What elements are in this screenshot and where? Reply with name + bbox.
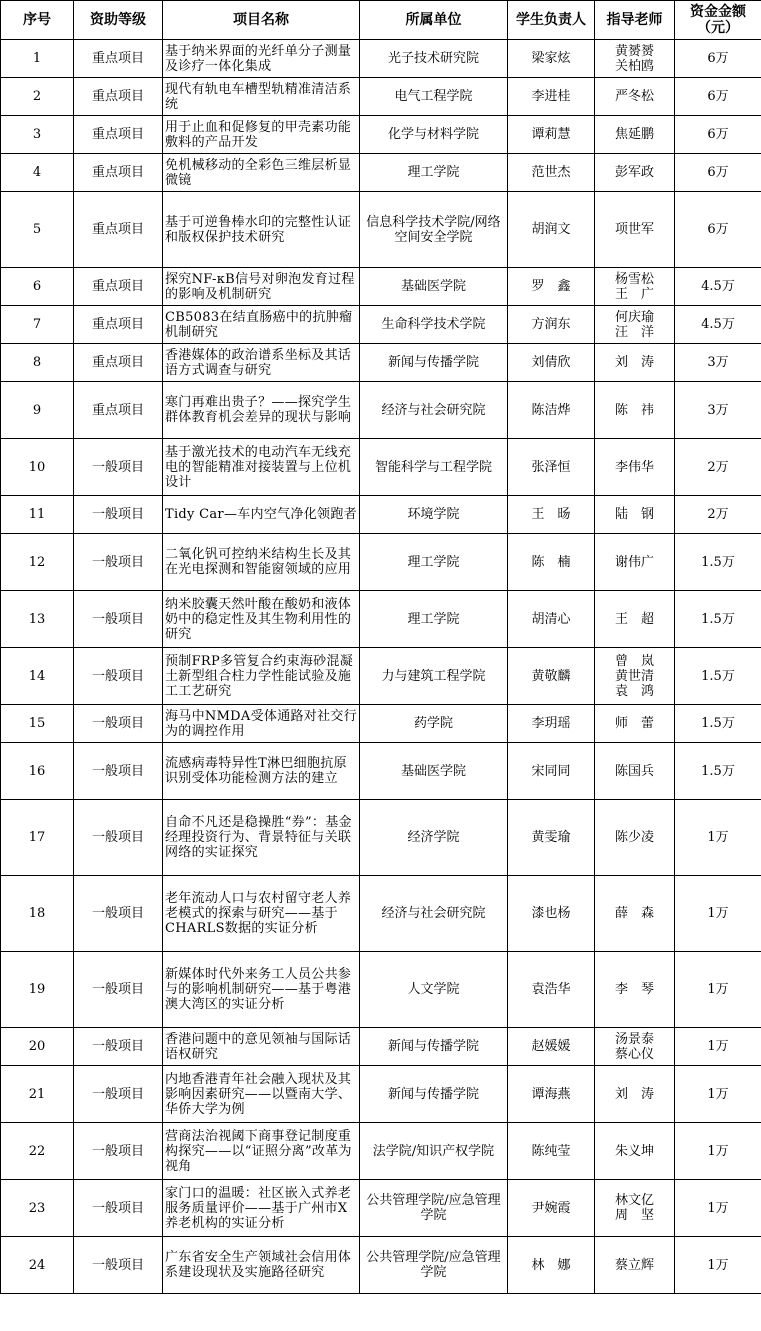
header-no: 序号 (1, 1, 74, 40)
funding-amount: 6万 (675, 192, 761, 268)
funding-amount: 6万 (675, 154, 761, 192)
advisor (595, 116, 675, 154)
table-row (1, 439, 761, 496)
table-row (1, 116, 761, 154)
table-row (1, 40, 761, 78)
advisor (595, 1028, 675, 1066)
project-name: 现代有轨电车槽型轨精准清洁系统 (163, 78, 360, 116)
advisor-name: 谢伟广 (614, 554, 654, 570)
funding-amount: 6万 (675, 78, 761, 116)
header-name: 项目名称 (163, 1, 360, 40)
funding-level: 一般项目 (74, 705, 163, 743)
project-name: 家门口的温暖：社区嵌入式养老服务质量评价——基于广州市X养老机构的实证分析 (163, 1180, 360, 1237)
header-row (1, 1, 761, 40)
advisor (595, 876, 675, 952)
row-number: 19 (1, 952, 74, 1028)
header-amount: 资金金额（元） (675, 1, 761, 40)
funding-level: 一般项目 (74, 1066, 163, 1123)
table-row (1, 154, 761, 192)
advisor-name: 李 琴 (614, 982, 654, 997)
advisor (595, 192, 675, 268)
advisor-name: 黄世清 (614, 668, 654, 684)
funding-amount: 1.5万 (675, 591, 761, 648)
row-number: 13 (1, 591, 74, 648)
advisor-name: 袁 鸿 (614, 683, 654, 699)
advisor (595, 591, 675, 648)
advisor-name: 刘 涛 (614, 1086, 654, 1102)
row-number: 24 (1, 1237, 74, 1294)
department: 理工学院 (360, 154, 508, 192)
student-lead: 刘倩欣 (508, 344, 595, 382)
department: 智能科学与工程学院 (360, 439, 508, 496)
advisor-name: 李伟华 (614, 459, 654, 475)
row-number: 12 (1, 534, 74, 591)
department: 人文学院 (360, 952, 508, 1028)
funding-amount: 1万 (675, 952, 761, 1028)
advisor (595, 268, 675, 306)
row-number: 10 (1, 439, 74, 496)
project-name: 香港媒体的政治谱系坐标及其话语方式调查与研究 (163, 344, 360, 382)
advisor (595, 1066, 675, 1123)
department: 理工学院 (360, 591, 508, 648)
department: 电气工程学院 (360, 78, 508, 116)
table-row (1, 1123, 761, 1180)
row-number: 5 (1, 192, 74, 268)
student-lead: 黄雯瑜 (508, 800, 595, 876)
table-row (1, 876, 761, 952)
funding-level: 一般项目 (74, 1123, 163, 1180)
advisor (595, 344, 675, 382)
advisor-name: 薛 森 (614, 906, 654, 921)
student-lead: 陈纯莹 (508, 1123, 595, 1180)
funding-amount: 1.5万 (675, 705, 761, 743)
project-name: 预制FRP多管复合约束海砂混凝土新型组合柱力学性能试验及施工工艺研究 (163, 648, 360, 705)
student-lead: 王 旸 (508, 496, 595, 534)
funding-level: 一般项目 (74, 952, 163, 1028)
project-name: 基于纳米界面的光纤单分子测量及诊疗一体化集成 (163, 40, 360, 78)
department: 药学院 (360, 705, 508, 743)
project-name: 免机械移动的全彩色三维层析显微镜 (163, 154, 360, 192)
project-name: 探究NF-κB信号对卵泡发育过程的影响及机制研究 (163, 268, 360, 306)
student-lead: 袁浩华 (508, 952, 595, 1028)
student-lead: 李玥瑶 (508, 705, 595, 743)
funding-level: 重点项目 (74, 78, 163, 116)
department: 公共管理学院/应急管理学院 (360, 1237, 508, 1294)
student-lead: 胡清心 (508, 591, 595, 648)
advisor (595, 952, 675, 1028)
funding-amount: 1.5万 (675, 743, 761, 800)
student-lead: 黄敬麟 (508, 648, 595, 705)
row-number: 17 (1, 800, 74, 876)
row-number: 14 (1, 648, 74, 705)
header-student: 学生负责人 (508, 1, 595, 40)
funding-amount: 6万 (675, 40, 761, 78)
student-lead: 尹婉霞 (508, 1180, 595, 1237)
department: 经济与社会研究院 (360, 382, 508, 439)
table-row (1, 705, 761, 743)
funding-level: 重点项目 (74, 40, 163, 78)
advisor (595, 40, 675, 78)
advisor-name: 项世军 (614, 222, 654, 237)
funding-amount: 3万 (675, 382, 761, 439)
department: 力与建筑工程学院 (360, 648, 508, 705)
funding-amount: 1万 (675, 1066, 761, 1123)
funding-level: 一般项目 (74, 1237, 163, 1294)
advisor-name: 曾 岚 (614, 653, 654, 669)
table-row (1, 743, 761, 800)
advisor-name: 蔡立辉 (614, 1257, 654, 1273)
funding-amount: 3万 (675, 344, 761, 382)
student-lead: 李进桂 (508, 78, 595, 116)
project-name: 新媒体时代外来务工人员公共参与的影响机制研究——基于粤港澳大湾区的实证分析 (163, 952, 360, 1028)
project-name: 基于激光技术的电动汽车无线充电的智能精准对接装置与上位机设计 (163, 439, 360, 496)
table-row (1, 952, 761, 1028)
advisor-name: 王 超 (614, 611, 654, 627)
department: 经济学院 (360, 800, 508, 876)
table-row (1, 306, 761, 344)
funding-level: 重点项目 (74, 306, 163, 344)
advisor-name: 陈少凌 (614, 830, 654, 845)
row-number: 16 (1, 743, 74, 800)
student-lead: 谭海燕 (508, 1066, 595, 1123)
advisor (595, 439, 675, 496)
project-name: 海马中NMDA受体通路对社交行为的调控作用 (163, 705, 360, 743)
row-number: 2 (1, 78, 74, 116)
row-number: 4 (1, 154, 74, 192)
table-row (1, 534, 761, 591)
advisor-name: 汤景泰 (614, 1031, 654, 1047)
advisor (595, 1237, 675, 1294)
department: 新闻与传播学院 (360, 1066, 508, 1123)
advisor-name: 王 广 (614, 286, 654, 302)
table-row (1, 192, 761, 268)
funding-level: 重点项目 (74, 154, 163, 192)
funding-amount: 1万 (675, 1237, 761, 1294)
table-row (1, 1028, 761, 1066)
student-lead: 张泽恒 (508, 439, 595, 496)
funding-amount: 1万 (675, 1180, 761, 1237)
funding-level: 重点项目 (74, 116, 163, 154)
header-level: 资助等级 (74, 1, 163, 40)
table-row (1, 1237, 761, 1294)
funding-amount: 1.5万 (675, 534, 761, 591)
table-row (1, 344, 761, 382)
header-unit: 所属单位 (360, 1, 508, 40)
table-row (1, 800, 761, 876)
row-number: 11 (1, 496, 74, 534)
row-number: 23 (1, 1180, 74, 1237)
funding-level: 重点项目 (74, 268, 163, 306)
student-lead: 赵媛媛 (508, 1028, 595, 1066)
funding-level: 一般项目 (74, 648, 163, 705)
funding-amount: 1万 (675, 1028, 761, 1066)
table-row (1, 496, 761, 534)
project-name: CB5083在结直肠癌中的抗肿瘤机制研究 (163, 306, 360, 344)
advisor-name: 汪 洋 (614, 324, 654, 340)
advisor (595, 382, 675, 439)
project-name: 流感病毒特异性T淋巴细胞抗原识别受体功能检测方法的建立 (163, 743, 360, 800)
advisor-name: 师 蕾 (614, 716, 654, 731)
department: 经济与社会研究院 (360, 876, 508, 952)
advisor (595, 705, 675, 743)
advisor-name: 何庆瑜 (614, 309, 654, 325)
project-name: Tidy Car—车内空气净化领跑者 (163, 496, 360, 534)
advisor-name: 杨雪松 (614, 271, 654, 287)
department: 信息科学技术学院/网络空间安全学院 (360, 192, 508, 268)
header-advisor: 指导老师 (595, 1, 675, 40)
advisor-name: 朱义坤 (614, 1143, 654, 1159)
student-lead: 林 娜 (508, 1237, 595, 1294)
funding-amount: 1.5万 (675, 648, 761, 705)
table-row (1, 268, 761, 306)
advisor-name: 陆 钢 (614, 507, 654, 522)
department: 光子技术研究院 (360, 40, 508, 78)
funding-amount: 6万 (675, 116, 761, 154)
advisor-name: 陈 祎 (614, 402, 654, 418)
student-lead: 胡润文 (508, 192, 595, 268)
row-number: 9 (1, 382, 74, 439)
row-number: 8 (1, 344, 74, 382)
funding-level: 重点项目 (74, 382, 163, 439)
advisor-name: 彭军政 (614, 165, 654, 180)
student-lead: 陈 楠 (508, 534, 595, 591)
advisor-name: 黄赟赟 (614, 43, 654, 59)
student-lead: 方润东 (508, 306, 595, 344)
advisor-name: 关柏鸥 (614, 58, 654, 74)
project-name: 纳米胶囊天然叶酸在酸奶和液体奶中的稳定性及其生物利用性的研究 (163, 591, 360, 648)
advisor-name: 焦延鹏 (614, 127, 654, 142)
advisor (595, 648, 675, 705)
project-name: 寒门再难出贵子？——探究学生群体教育机会差异的现状与影响 (163, 382, 360, 439)
project-name: 用于止血和促修复的甲壳素功能敷料的产品开发 (163, 116, 360, 154)
advisor (595, 1123, 675, 1180)
student-lead: 漆也杨 (508, 876, 595, 952)
row-number: 20 (1, 1028, 74, 1066)
row-number: 6 (1, 268, 74, 306)
funding-level: 一般项目 (74, 534, 163, 591)
funding-level: 重点项目 (74, 344, 163, 382)
row-number: 7 (1, 306, 74, 344)
project-name: 内地香港青年社会融入现状及其影响因素研究——以暨南大学、华侨大学为例 (163, 1066, 360, 1123)
funding-amount: 1万 (675, 1123, 761, 1180)
advisor-name: 周 坚 (614, 1208, 654, 1223)
funding-level: 一般项目 (74, 743, 163, 800)
funding-level: 一般项目 (74, 876, 163, 952)
row-number: 3 (1, 116, 74, 154)
advisor (595, 78, 675, 116)
table-row (1, 382, 761, 439)
row-number: 21 (1, 1066, 74, 1123)
row-number: 22 (1, 1123, 74, 1180)
table-row (1, 1180, 761, 1237)
table-row (1, 648, 761, 705)
project-name: 老年流动人口与农村留守老人养老模式的探索与研究——基于CHARLS数据的实证分析 (163, 876, 360, 952)
row-number: 1 (1, 40, 74, 78)
advisor (595, 496, 675, 534)
funding-amount: 4.5万 (675, 306, 761, 344)
advisor (595, 800, 675, 876)
student-lead: 梁家炫 (508, 40, 595, 78)
advisor (595, 743, 675, 800)
department: 公共管理学院/应急管理学院 (360, 1180, 508, 1237)
department: 化学与材料学院 (360, 116, 508, 154)
student-lead: 范世杰 (508, 154, 595, 192)
advisor (595, 154, 675, 192)
department: 理工学院 (360, 534, 508, 591)
student-lead: 谭莉慧 (508, 116, 595, 154)
row-number: 18 (1, 876, 74, 952)
project-name: 香港问题中的意见领袖与国际话语权研究 (163, 1028, 360, 1066)
student-lead: 宋同同 (508, 743, 595, 800)
department: 新闻与传播学院 (360, 1028, 508, 1066)
advisor-name: 刘 涛 (614, 355, 654, 370)
advisor-name: 蔡心仪 (614, 1046, 654, 1062)
advisor (595, 1180, 675, 1237)
table-row (1, 1066, 761, 1123)
advisor (595, 306, 675, 344)
student-lead: 陈洁烨 (508, 382, 595, 439)
project-name: 自命不凡还是稳操胜“券”：基金经理投资行为、背景特征与关联网络的实证探究 (163, 800, 360, 876)
funding-amount: 2万 (675, 496, 761, 534)
department: 环境学院 (360, 496, 508, 534)
student-lead: 罗 鑫 (508, 268, 595, 306)
advisor-name: 严冬松 (614, 89, 654, 104)
funding-amount: 2万 (675, 439, 761, 496)
funding-amount: 1万 (675, 800, 761, 876)
funding-level: 重点项目 (74, 192, 163, 268)
funding-level: 一般项目 (74, 1180, 163, 1237)
funding-level: 一般项目 (74, 439, 163, 496)
project-name: 营商法治视阈下商事登记制度重构探究——以“证照分离”改革为视角 (163, 1123, 360, 1180)
project-name: 广东省安全生产领域社会信用体系建设现状及实施路径研究 (163, 1237, 360, 1294)
department: 新闻与传播学院 (360, 344, 508, 382)
department: 基础医学院 (360, 268, 508, 306)
advisor (595, 534, 675, 591)
department: 法学院/知识产权学院 (360, 1123, 508, 1180)
project-name: 二氧化钒可控纳米结构生长及其在光电探测和智能窗领域的应用 (163, 534, 360, 591)
table-row (1, 78, 761, 116)
row-number: 15 (1, 705, 74, 743)
advisor-name: 陈国兵 (614, 763, 654, 779)
funding-level: 一般项目 (74, 591, 163, 648)
funding-level: 一般项目 (74, 1028, 163, 1066)
table-row (1, 591, 761, 648)
funding-amount: 4.5万 (675, 268, 761, 306)
funding-level: 一般项目 (74, 496, 163, 534)
project-name: 基于可逆鲁棒水印的完整性认证和版权保护技术研究 (163, 192, 360, 268)
department: 生命科学技术学院 (360, 306, 508, 344)
department: 基础医学院 (360, 743, 508, 800)
funding-level: 一般项目 (74, 800, 163, 876)
funding-amount: 1万 (675, 876, 761, 952)
advisor-name: 林文亿 (614, 1193, 654, 1208)
table-body (1, 40, 761, 1294)
